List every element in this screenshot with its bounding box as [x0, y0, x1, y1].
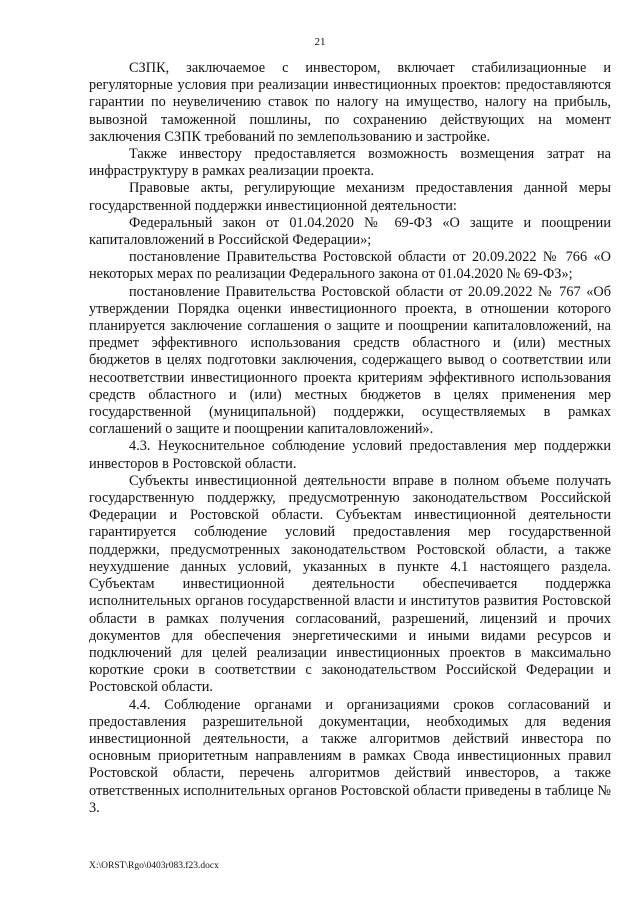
paragraph-section-4-3: 4.3. Неукоснительное соблюдение условий предоставления мер поддержки инвесторов в Ростовской области.	[89, 438, 611, 472]
paragraph-szpk-conditions: СЗПК, заключаемое с инвестором, включает стабилизационные и регуляторные условия при реализации инвестиционных проектов: предоставляются гарантии по неувеличению ставок по налогу на имущество, налогу на прибыль, вывозной таможенной пошлины, по сохранению действующих на момент заключения СЗПК требований по землепользованию и застройке.	[89, 60, 611, 145]
document-body	[89, 60, 611, 817]
paragraph-resolution-767: постановление Правительства Ростовской области от 20.09.2022 № 767 «Об утверждении Порядка оценки инвестиционного проекта, в отношении которого планируется заключение соглашения о защите и поощрении капиталовложений, на предмет эффективного использования средств областного и (или) местных бюджетов в целях подготовки заключения, содержащего вывод о соответствии или несоответствии инвестиционного проекта критериям эффективного использования средств областного и (или) местных бюджетов в целях применения мер государственной (муниципальной) поддержки, осуществляемых в рамках соглашений о защите и поощрении капиталовложений».	[89, 283, 611, 438]
footer-file-path: X:\ORST\Rgo\0403r083.f23.docx	[89, 861, 219, 871]
paragraph-legal-acts-intro: Правовые акты, регулирующие механизм предоставления данной меры государственной поддержки инвестиционной деятельности:	[89, 180, 611, 214]
paragraph-section-4-4: 4.4. Соблюдение органами и организациями сроков согласований и предоставления разрешительной документации, необходимых для ведения инвестиционной деятельности, а также алгоритмов действий инвестора по основным приоритетным направлениям в рамках Свода инвестиционных правил Ростовской области, перечень алгоритмов действий инвесторов, а также ответственных исполнительных органов Ростовской области приведены в таблице № 3.	[89, 696, 611, 816]
paragraph-infrastructure-compensation: Также инвестору предоставляется возможность возмещения затрат на инфраструктуру в рамках реализации проекта.	[89, 146, 611, 180]
paragraph-resolution-766: постановление Правительства Ростовской области от 20.09.2022 № 766 «О некоторых мерах по реализации Федерального закона от 01.04.2020 № 69-ФЗ»;	[89, 249, 611, 283]
paragraph-investment-subjects: Субъекты инвестиционной деятельности вправе в полном объеме получать государственную поддержку, предусмотренную законодательством Российской Федерации и Ростовской области. Субъектам инвестиционной деятельности гарантируется соблюдение условий предоставления мер государственной поддержки, предусмотренных законодательством Ростовской области, а также неухудшение данных условий, указанных в пункте 4.1 настоящего раздела. Субъектам инвестиционной деятельности обеспечивается поддержка исполнительных органов государственной власти и институтов развития Ростовской области в рамках получения согласований, разрешений, лицензий и прочих документов для обеспечения энергетическими и иными видами ресурсов и подключений для целей реализации инвестиционных проектов в максимально короткие сроки в соответствии с законодательством Российской Федерации и Ростовской области.	[89, 472, 611, 696]
paragraph-federal-law: Федеральный закон от 01.04.2020 № 69-ФЗ «О защите и поощрении капиталовложений в Российской Федерации»;	[89, 214, 611, 249]
page-number: 21	[314, 36, 326, 48]
